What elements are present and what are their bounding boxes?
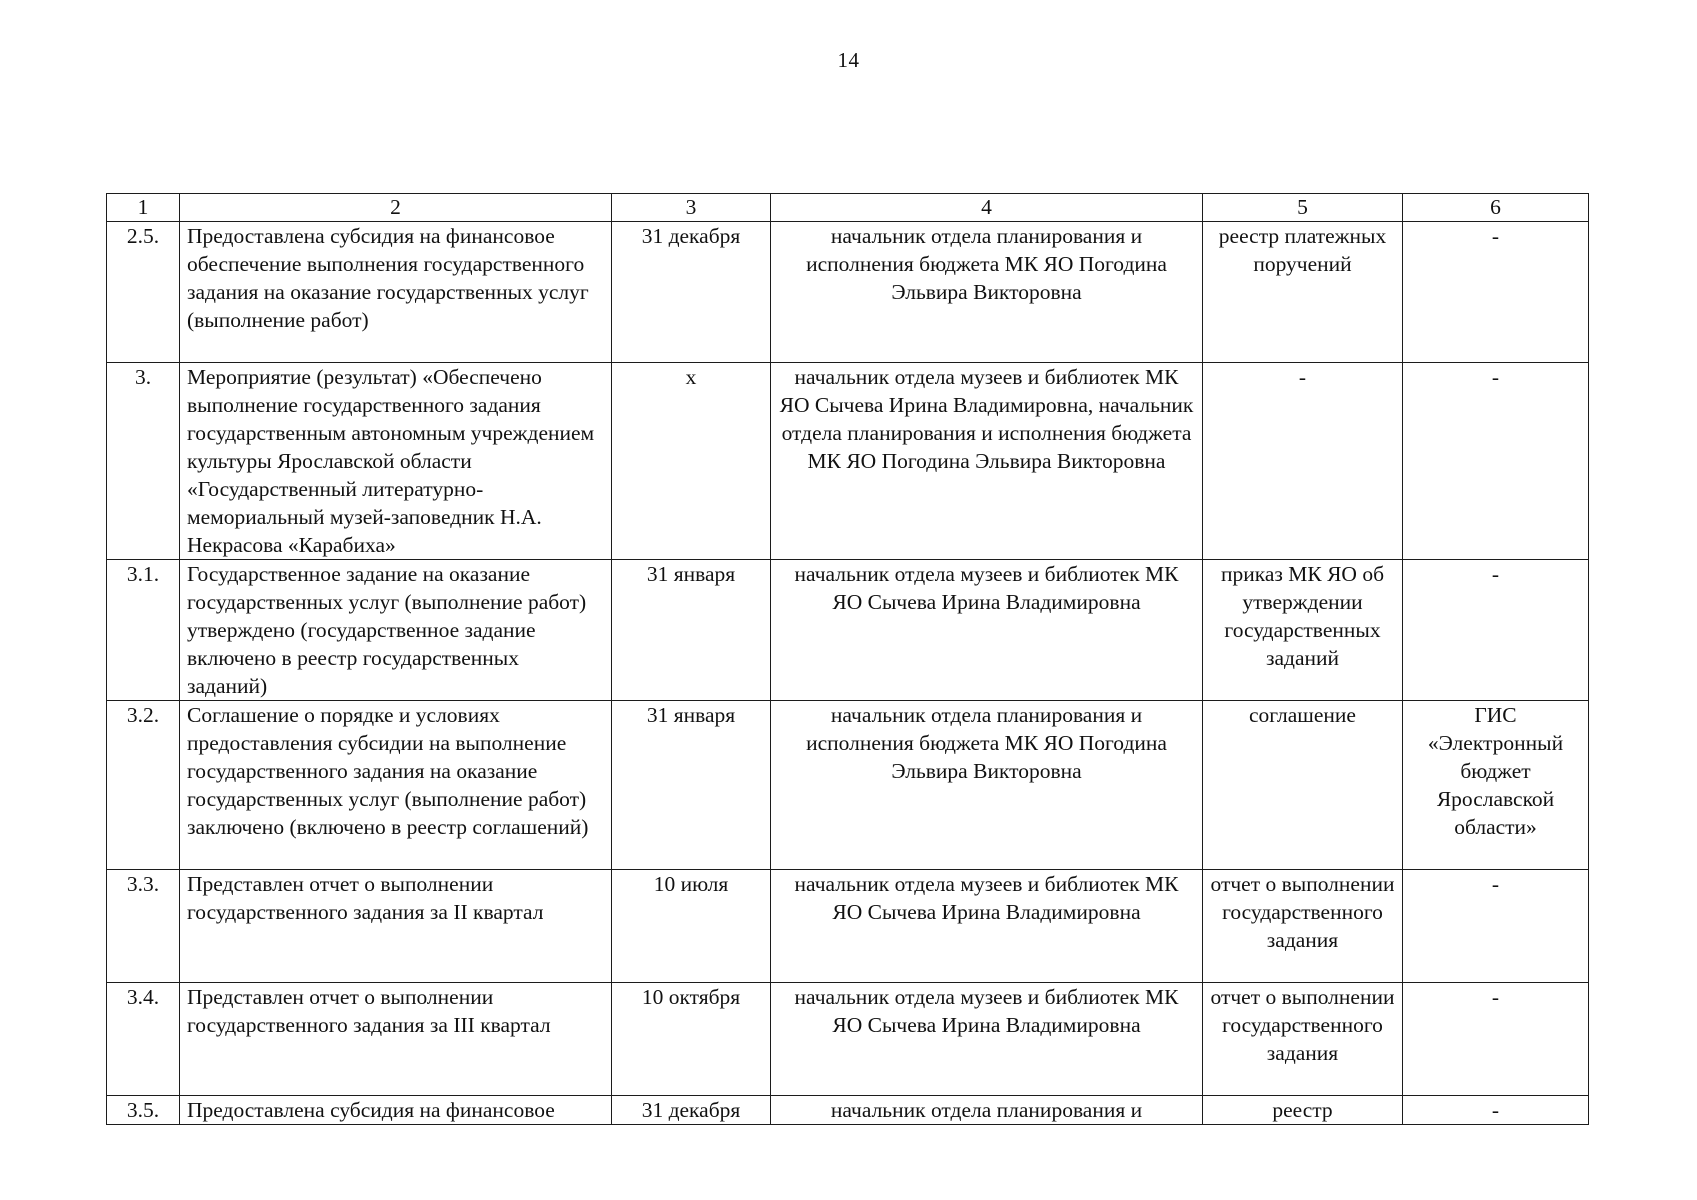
row-date: 31 декабря bbox=[612, 1096, 771, 1125]
row-system: ГИС «Электронный бюджет Ярославской области» bbox=[1403, 701, 1589, 870]
row-system: - bbox=[1403, 1096, 1589, 1125]
row-number: 3. bbox=[107, 363, 180, 560]
row-document: соглашение bbox=[1203, 701, 1403, 870]
row-date: 10 октября bbox=[612, 983, 771, 1096]
row-system: - bbox=[1403, 870, 1589, 983]
row-document: отчет о выполнении государственного задания bbox=[1203, 983, 1403, 1096]
header-cell: 2 bbox=[180, 194, 612, 222]
row-system: - bbox=[1403, 560, 1589, 701]
row-date: 31 декабря bbox=[612, 222, 771, 363]
row-description: Соглашение о порядке и условиях предоставления субсидии на выполнение государственного задания на оказание государственных услуг (выполнение работ) заключено (включено в реестр соглашений) bbox=[180, 701, 612, 870]
row-system: - bbox=[1403, 983, 1589, 1096]
row-number: 3.4. bbox=[107, 983, 180, 1096]
row-description: Мероприятие (результат) «Обеспечено выполнение государственного задания государственным автономным учреждением культуры Ярославской области «Государственный литературно-мемориальный музей-заповедник Н.А. Некрасова «Карабиха» bbox=[180, 363, 612, 560]
header-cell: 5 bbox=[1203, 194, 1403, 222]
row-date: х bbox=[612, 363, 771, 560]
row-date: 31 января bbox=[612, 560, 771, 701]
table-row bbox=[107, 363, 1589, 560]
row-number: 3.2. bbox=[107, 701, 180, 870]
table-row bbox=[107, 870, 1589, 983]
table-row bbox=[107, 560, 1589, 701]
row-responsible: начальник отдела планирования и исполнения бюджета МК ЯО Погодина Эльвира Викторовна bbox=[771, 701, 1203, 870]
row-number: 3.5. bbox=[107, 1096, 180, 1125]
row-number: 2.5. bbox=[107, 222, 180, 363]
row-number: 3.3. bbox=[107, 870, 180, 983]
row-document: реестр платежных поручений bbox=[1203, 222, 1403, 363]
header-cell: 6 bbox=[1403, 194, 1589, 222]
table-row bbox=[107, 701, 1589, 870]
row-document: отчет о выполнении государственного задания bbox=[1203, 870, 1403, 983]
row-system: - bbox=[1403, 222, 1589, 363]
table-header-row bbox=[107, 194, 1589, 222]
row-description: Предоставлена субсидия на финансовое обеспечение выполнения государственного задания на оказание государственных услуг (выполнение работ) bbox=[180, 222, 612, 363]
plan-table bbox=[106, 193, 1589, 1125]
row-document: реестр bbox=[1203, 1096, 1403, 1125]
header-cell: 3 bbox=[612, 194, 771, 222]
table-row bbox=[107, 983, 1589, 1096]
row-responsible: начальник отдела планирования и исполнения бюджета МК ЯО Погодина Эльвира Викторовна bbox=[771, 222, 1203, 363]
header-cell: 4 bbox=[771, 194, 1203, 222]
row-responsible: начальник отдела музеев и библиотек МК ЯО Сычева Ирина Владимировна, начальник отдела планирования и исполнения бюджета МК ЯО Погодина Эльвира Викторовна bbox=[771, 363, 1203, 560]
row-description: Предоставлена субсидия на финансовое bbox=[180, 1096, 612, 1125]
row-description: Государственное задание на оказание государственных услуг (выполнение работ) утверждено (государственное задание включено в реестр государственных заданий) bbox=[180, 560, 612, 701]
page-number: 14 bbox=[837, 48, 860, 72]
row-document: приказ МК ЯО об утверждении государственных заданий bbox=[1203, 560, 1403, 701]
row-responsible: начальник отдела музеев и библиотек МК ЯО Сычева Ирина Владимировна bbox=[771, 560, 1203, 701]
table-row bbox=[107, 1096, 1589, 1125]
row-date: 31 января bbox=[612, 701, 771, 870]
row-number: 3.1. bbox=[107, 560, 180, 701]
row-system: - bbox=[1403, 363, 1589, 560]
header-cell: 1 bbox=[107, 194, 180, 222]
table-row bbox=[107, 222, 1589, 363]
row-responsible: начальник отдела музеев и библиотек МК ЯО Сычева Ирина Владимировна bbox=[771, 983, 1203, 1096]
row-document: - bbox=[1203, 363, 1403, 560]
row-date: 10 июля bbox=[612, 870, 771, 983]
row-responsible: начальник отдела планирования и bbox=[771, 1096, 1203, 1125]
row-description: Представлен отчет о выполнении государственного задания за III квартал bbox=[180, 983, 612, 1096]
row-description: Представлен отчет о выполнении государственного задания за II квартал bbox=[180, 870, 612, 983]
row-responsible: начальник отдела музеев и библиотек МК ЯО Сычева Ирина Владимировна bbox=[771, 870, 1203, 983]
